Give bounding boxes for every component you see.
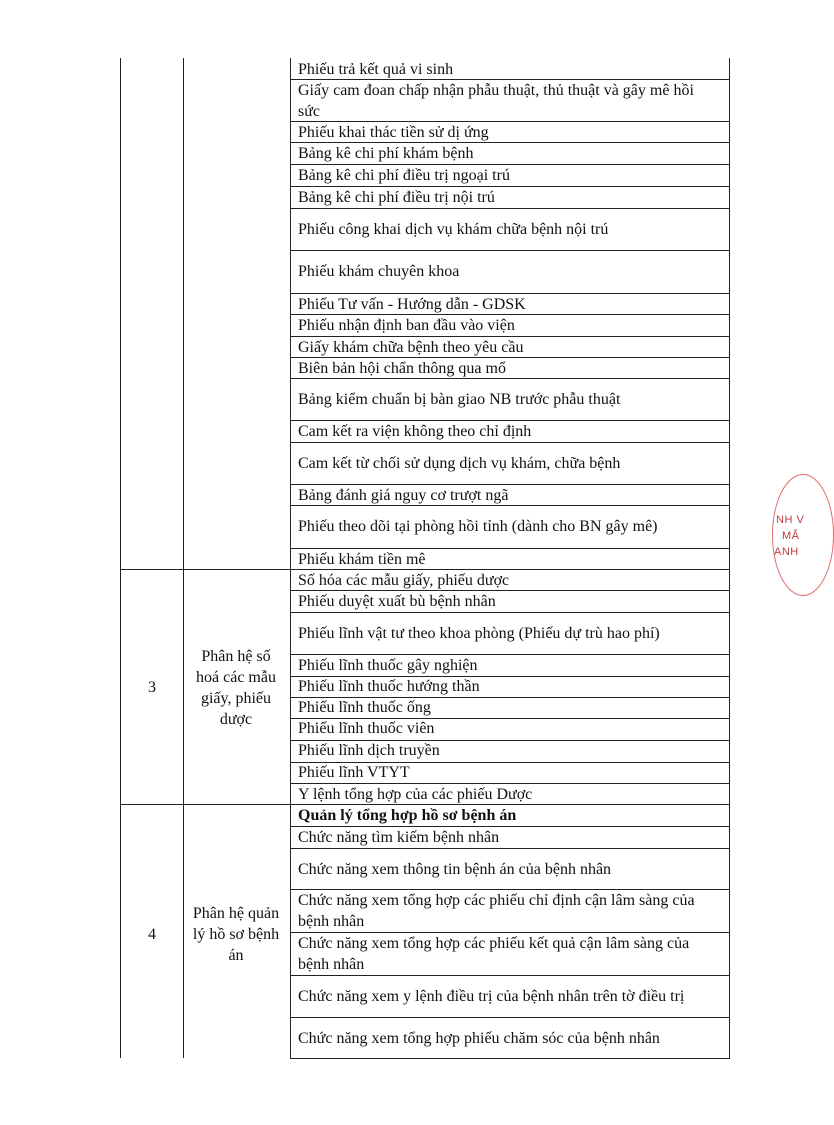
table-row: Phiếu lĩnh thuốc ống [298,699,431,716]
table-row: Phiếu lĩnh VTYT [298,764,410,781]
table-bottom-border [290,1058,730,1059]
row-divider [290,442,730,443]
row-divider [290,848,730,849]
table-row: Chức năng xem y lệnh điều trị của bệnh nhân trên tờ điều trị [298,988,685,1005]
table-row: Phiếu lĩnh thuốc viên [298,720,435,737]
table-row: Chức năng tìm kiếm bệnh nhân [298,829,500,846]
table-row: Chức năng xem thông tin bệnh án của bệnh nhân [298,861,612,878]
module-name: Phân hệ số hoá các mẫu giấy, phiếu dược [196,648,276,728]
row-divider [290,612,730,613]
table-row: Giấy cam đoan chấp nhận phẫu thuật, thủ thuật và gây mê hồi sức [298,82,694,120]
table-row: Phiếu công khai dịch vụ khám chữa bệnh nội trú [298,221,609,238]
section-number: 4 [148,926,156,943]
table-col1-border [183,58,184,1058]
module-name: Phân hệ quản lý hồ sơ bệnh án [192,905,280,964]
table-row: Cam kết từ chối sử dụng dịch vụ khám, chữa bệnh [298,455,621,472]
table-row: Phiếu khám chuyên khoa [298,263,460,280]
row-divider [290,975,730,976]
table-row: Phiếu trả kết quả vi sinh [298,61,454,78]
table-row: Chức năng xem tổng hợp các phiếu chỉ định cận lâm sàng của bệnh nhân [298,892,695,930]
table-row: Bảng kiểm chuẩn bị bàn giao NB trước phẫu thuật [298,391,621,408]
table-row: Phiếu lĩnh thuốc gây nghiện [298,657,478,674]
table-row: Y lệnh tổng hợp của các phiếu Dược [298,786,533,803]
table-row: Bảng kê chi phí điều trị ngoại trú [298,167,510,184]
table-row: Phiếu nhận định ban đầu vào viện [298,317,515,334]
row-divider [290,208,730,209]
table-row: Chức năng xem tổng hợp phiếu chăm sóc của bệnh nhân [298,1030,660,1047]
table-row: Phiếu lĩnh thuốc hướng thần [298,678,480,695]
table-row: Cam kết ra viện không theo chỉ định [298,423,532,440]
table-row: Phiếu Tư vấn - Hướng dẫn - GDSK [298,296,526,313]
table-row: Bảng đánh giá nguy cơ trượt ngã [298,487,509,504]
table-row: Bảng kê chi phí khám bệnh [298,145,474,162]
table-row: Biên bản hội chẩn thông qua mổ [298,360,506,377]
table-row: Bảng kê chi phí điều trị nội trú [298,189,495,206]
section-heading: Quản lý tổng hợp hồ sơ bệnh án [298,807,517,824]
table-row: Chức năng xem tổng hợp các phiếu kết quả cận lâm sàng của bệnh nhân [298,935,690,973]
table-row: Phiếu lĩnh dịch truyền [298,742,440,759]
section-number: 3 [148,679,156,696]
table-row: Phiếu theo dõi tại phòng hồi tỉnh (dành cho BN gây mê) [298,518,658,535]
table-row: Phiếu lĩnh vật tư theo khoa phòng (Phiếu dự trù hao phí) [298,625,660,642]
table-row: Phiếu khám tiền mê [298,551,426,568]
stamp-text: NH V [776,514,805,526]
row-divider [290,250,730,251]
official-stamp [766,470,806,600]
table-row: Phiếu khai thác tiền sử dị ứng [298,124,489,141]
table-row: Giấy khám chữa bệnh theo yêu cầu [298,339,524,356]
stamp-text: ANH [774,546,799,558]
row-divider [290,1017,730,1018]
table-row: Số hóa các mẫu giấy, phiếu dược [298,572,510,589]
stamp-text: MẮ [782,530,800,542]
table-left-border [120,58,121,1058]
table-row: Phiếu duyệt xuất bù bệnh nhân [298,593,496,610]
